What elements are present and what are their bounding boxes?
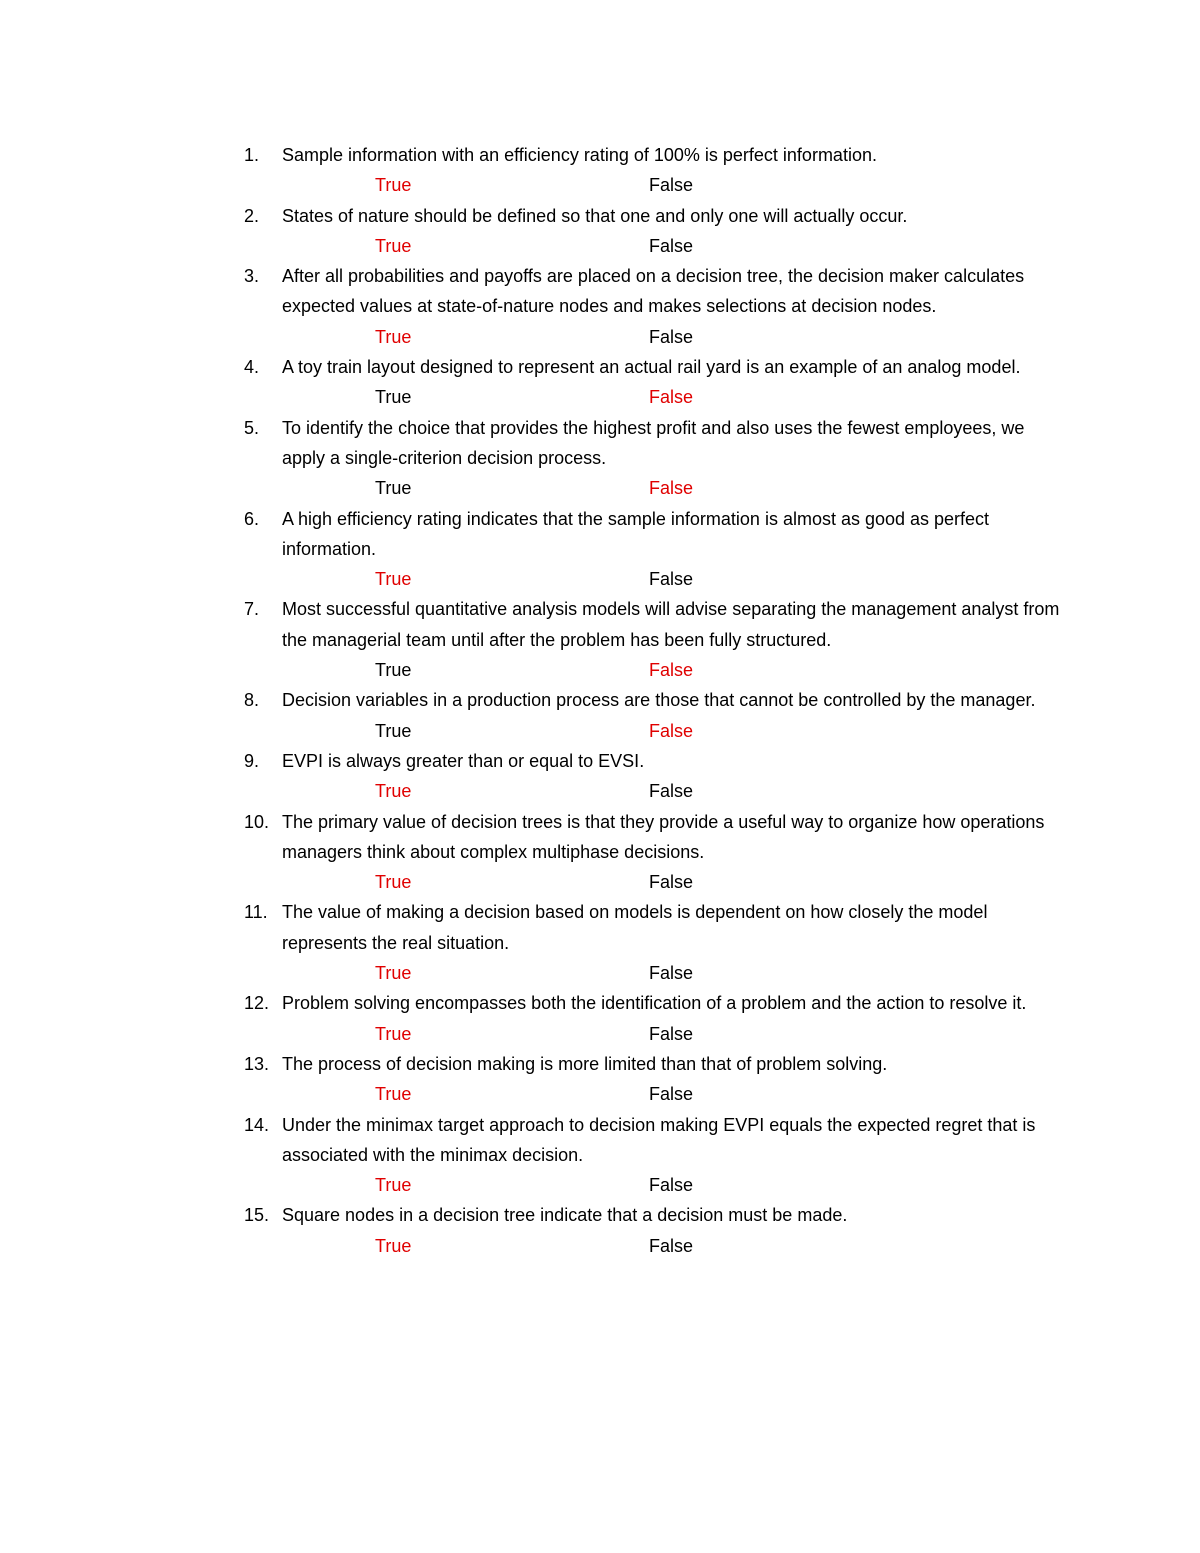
- question-text: A toy train layout designed to represent an actual rail yard is an example of an analog model.: [282, 357, 1021, 378]
- answer-true-option: True: [375, 872, 412, 893]
- question-item: [244, 685, 1074, 746]
- question-text: Sample information with an efficiency rating of 100% is perfect information.: [282, 145, 877, 165]
- answer-true-option: True: [375, 478, 412, 499]
- question-text: The process of decision making is more limited than that of problem solving.: [282, 1053, 888, 1074]
- question-text: The primary value of decision trees is that they provide a useful way to organize how operations managers think about complex multiphase decisions.: [282, 811, 1045, 862]
- answer-false-option: False: [649, 1084, 694, 1105]
- answer-options: [244, 322, 1074, 352]
- question-number: 12.: [244, 993, 270, 1014]
- answer-true-option: True: [375, 963, 412, 984]
- question-number: 10.: [244, 811, 270, 832]
- answer-options: [244, 958, 1074, 988]
- question-item: [244, 504, 1074, 595]
- question-item: [244, 594, 1074, 685]
- question-item: [244, 201, 1074, 262]
- answer-true-option: True: [375, 720, 412, 741]
- answer-true-option: True: [375, 387, 412, 408]
- answer-options: [244, 1019, 1074, 1049]
- question-item: [244, 988, 1074, 1049]
- answer-options: [244, 1079, 1074, 1109]
- answer-false-option: False: [649, 387, 694, 408]
- answer-true-option: True: [375, 1023, 412, 1044]
- answer-options: [244, 1170, 1074, 1200]
- answer-options: [244, 716, 1074, 746]
- answer-false-option: False: [649, 1235, 694, 1256]
- question-item: [244, 897, 1074, 988]
- question-text: States of nature should be defined so that one and only one will actually occur.: [282, 205, 908, 226]
- answer-false-option: False: [649, 781, 694, 802]
- question-text: Most successful quantitative analysis models will advise separating the management analyst from the managerial team until after the problem has been fully structured.: [282, 599, 1060, 650]
- answer-true-option: True: [375, 1235, 412, 1256]
- question-number: 11.: [244, 902, 268, 923]
- answer-true-option: True: [375, 1084, 412, 1105]
- answer-options: [244, 382, 1074, 412]
- question-number: 9.: [244, 750, 260, 771]
- question-number: 6.: [244, 508, 260, 529]
- question-number: 3.: [244, 266, 260, 287]
- question-text: Under the minimax target approach to decision making EVPI equals the expected regret that is associated with the minimax decision.: [282, 1114, 1036, 1165]
- answer-options: [244, 231, 1074, 261]
- question-number: 7.: [244, 599, 260, 620]
- answer-options: [244, 1231, 1074, 1261]
- answer-false-option: False: [649, 963, 694, 984]
- answer-true-option: True: [375, 660, 412, 681]
- answer-false-option: False: [649, 326, 694, 347]
- answer-false-option: False: [649, 660, 694, 681]
- question-item: [244, 1110, 1074, 1201]
- answer-false-option: False: [649, 478, 694, 499]
- question-number: 2.: [244, 205, 260, 226]
- question-text: EVPI is always greater than or equal to EVSI.: [282, 750, 645, 771]
- answer-true-option: True: [375, 781, 412, 802]
- question-number: 4.: [244, 357, 260, 378]
- answer-options: [244, 170, 1074, 200]
- question-item: [244, 1049, 1074, 1110]
- question-item: [244, 413, 1074, 504]
- answer-options: [244, 655, 1074, 685]
- answer-false-option: False: [649, 720, 694, 741]
- answer-options: [244, 564, 1074, 594]
- answer-true-option: True: [375, 569, 412, 590]
- question-number: 5.: [244, 417, 260, 438]
- question-text: The value of making a decision based on models is dependent on how closely the model represents the real situation.: [282, 902, 988, 953]
- question-item: [244, 746, 1074, 807]
- answer-false-option: False: [649, 1175, 694, 1196]
- question-number: 1.: [244, 145, 260, 165]
- question-number: 13.: [244, 1053, 270, 1074]
- question-number: 8.: [244, 690, 260, 711]
- question-text: Square nodes in a decision tree indicate that a decision must be made.: [282, 1205, 848, 1226]
- answer-false-option: False: [649, 235, 694, 256]
- question-number: 15.: [244, 1205, 270, 1226]
- answer-true-option: True: [375, 175, 412, 196]
- answer-options: [244, 867, 1074, 897]
- question-text: After all probabilities and payoffs are placed on a decision tree, the decision maker calculates expected values at state-of-nature nodes and makes selections at decision nodes.: [282, 266, 1025, 317]
- answer-false-option: False: [649, 872, 694, 893]
- question-item: [244, 140, 1074, 201]
- answer-false-option: False: [649, 569, 694, 590]
- answer-true-option: True: [375, 1175, 412, 1196]
- question-list: [244, 140, 1074, 1261]
- question-number: 14.: [244, 1114, 270, 1135]
- answer-options: [244, 473, 1074, 503]
- question-item: [244, 261, 1074, 352]
- answer-false-option: False: [649, 1023, 694, 1044]
- question-text: Decision variables in a production process are those that cannot be controlled by the manager.: [282, 690, 1036, 711]
- question-text: A high efficiency rating indicates that the sample information is almost as good as perfect information.: [282, 508, 990, 559]
- answer-true-option: True: [375, 326, 412, 347]
- question-text: Problem solving encompasses both the identification of a problem and the action to resolve it.: [282, 993, 1027, 1014]
- answer-options: [244, 776, 1074, 806]
- answer-true-option: True: [375, 235, 412, 256]
- answer-false-option: False: [649, 175, 694, 196]
- question-text: To identify the choice that provides the highest profit and also uses the fewest employees, we apply a single-criterion decision process.: [282, 417, 1025, 468]
- question-item: [244, 807, 1074, 898]
- question-item: [244, 352, 1074, 413]
- question-item: [244, 1200, 1074, 1261]
